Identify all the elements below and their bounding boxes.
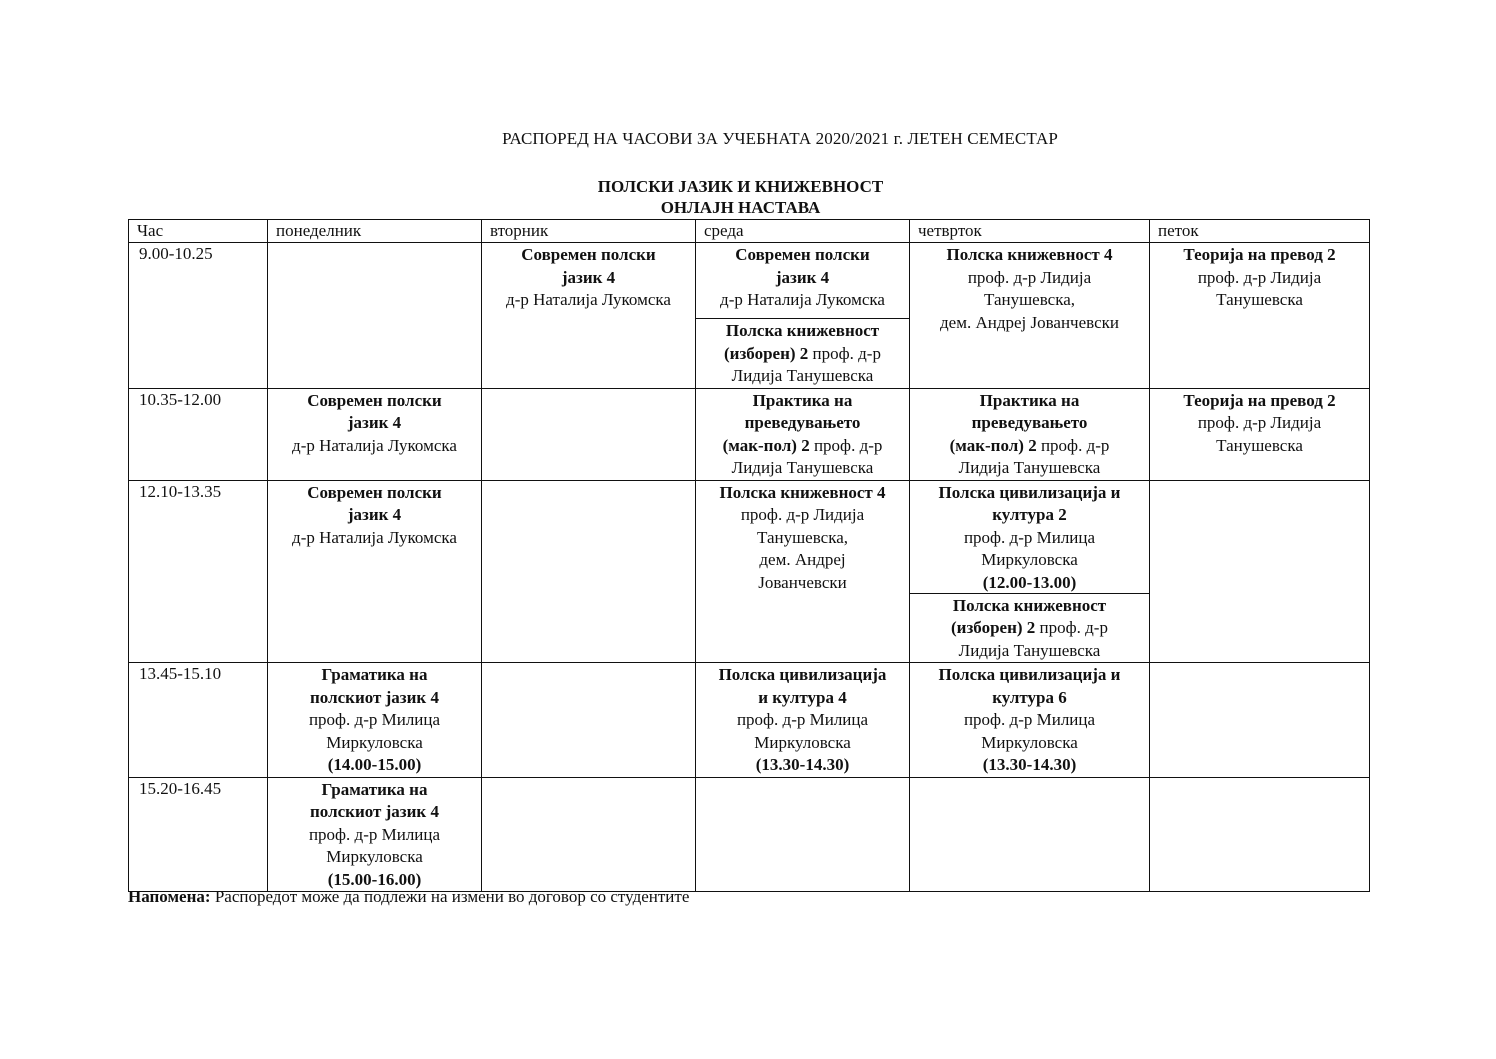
schedule-subcell (696, 243, 909, 319)
class-time: (13.30-14.30) (755, 755, 850, 774)
schedule-cell (1150, 243, 1370, 389)
lecturer: д-р Наталија Лукомска (506, 290, 671, 309)
course-name: полскиот јазик 4 (310, 802, 439, 821)
schedule-cell (1150, 388, 1370, 480)
course-name: Граматика на (321, 779, 428, 799)
footnote (128, 887, 689, 907)
time-slot: 15.20-16.45 (129, 777, 268, 892)
schedule-cell-empty (696, 777, 910, 892)
lecturer: Миркуловска (981, 732, 1078, 752)
lecturer: д-р Наталија Лукомска (292, 527, 457, 547)
lecturer: проф. д-р Милица (308, 710, 441, 729)
course-name: Полска цивилизација и (938, 665, 1121, 684)
table-row (129, 388, 1370, 480)
lecturer: проф. д-р (809, 435, 883, 455)
column-header-thursday: четврток (910, 220, 1150, 243)
schedule-cell (696, 480, 910, 663)
document-title: РАСПОРЕД НА ЧАСОВИ ЗА УЧЕБНАТА 2020/2021 г. ЛЕТЕН СЕМЕСТАР (502, 129, 1058, 148)
course-name: полскиот јазик 4 (310, 687, 439, 707)
course-name: (мак-пол) 2 (949, 435, 1037, 455)
lecturer: дем. Андреј (759, 550, 846, 569)
lecturer: Танушевска (1216, 435, 1303, 455)
schedule-subcell (696, 319, 909, 388)
table-row (129, 777, 1370, 892)
lecturer: д-р Наталија Лукомска (292, 435, 457, 455)
course-name: (изборен) 2 (951, 618, 1036, 637)
course-name: Полска книжевност 4 (946, 245, 1113, 264)
class-time: (15.00-16.00) (327, 869, 422, 889)
lecturer: проф. д-р (808, 343, 881, 363)
column-header-wednesday: среда (696, 220, 910, 243)
schedule-cell-split (696, 243, 910, 389)
lecturer: Лидија Танушевска (958, 640, 1101, 660)
schedule-cell (910, 388, 1150, 480)
lecturer: проф. д-р Лидија (1197, 413, 1322, 432)
schedule-cell (268, 777, 482, 892)
course-name: преведувањето (971, 413, 1088, 432)
table-row (129, 243, 1370, 389)
lecturer: Миркуловска (981, 550, 1078, 569)
class-time: (14.00-15.00) (327, 755, 422, 774)
document-subtitle (0, 176, 1481, 218)
course-name: Граматика на (321, 665, 428, 684)
schedule-cell (696, 663, 910, 778)
lecturer: проф. д-р Милица (736, 710, 869, 729)
lecturer: проф. д-р (1036, 435, 1110, 455)
course-name: (мак-пол) 2 (722, 435, 810, 455)
schedule-cell (268, 388, 482, 480)
course-name: Теорија на превод 2 (1183, 390, 1336, 410)
schedule-cell-split (910, 480, 1150, 663)
lecturer: Лидија Танушевска (731, 366, 874, 385)
course-name: и култура 4 (758, 687, 847, 707)
schedule-cell (268, 663, 482, 778)
lecturer: проф. д-р Милица (308, 824, 441, 844)
course-name: Полска книжевност (952, 595, 1107, 615)
schedule-cell (696, 388, 910, 480)
schedule-subcell (910, 481, 1149, 594)
column-header-tuesday: вторник (482, 220, 696, 243)
time-slot: 13.45-15.10 (129, 663, 268, 778)
footnote-text: Распоредот може да подлежи на измени во договор со студентите (210, 887, 690, 906)
lecturer: Јованчевски (758, 572, 847, 592)
course-name: Современ полски (307, 390, 442, 410)
course-name: култура 2 (992, 505, 1067, 524)
schedule-cell-empty (482, 388, 696, 480)
table-row (129, 480, 1370, 663)
column-header-hour: Час (129, 220, 268, 243)
lecturer: Миркуловска (326, 847, 423, 866)
schedule-cell-empty (482, 777, 696, 892)
course-name: Современ полски (735, 245, 870, 264)
time-slot: 10.35-12.00 (129, 388, 268, 480)
lecturer: дем. Андреј Јованчевски (940, 312, 1119, 332)
schedule-cell (268, 480, 482, 663)
schedule-subcell (910, 594, 1149, 663)
course-name: (изборен) 2 (724, 343, 809, 363)
schedule-table (128, 219, 1370, 892)
lecturer: Танушевска, (756, 527, 848, 547)
lecturer: проф. д-р Милица (963, 710, 1096, 729)
table-header-row (129, 220, 1370, 243)
schedule-cell (910, 243, 1150, 389)
course-name: култура 6 (992, 687, 1067, 707)
schedule-cell-empty (1150, 663, 1370, 778)
subtitle-line-1: ПОЛСКИ ЈАЗИК И КНИЖЕВНОСТ (597, 177, 884, 196)
course-name: јазик 4 (561, 267, 616, 287)
footnote-label: Напомена: (128, 887, 211, 906)
schedule-cell-empty (910, 777, 1150, 892)
lecturer: д-р Наталија Лукомска (720, 290, 885, 309)
time-slot: 9.00-10.25 (129, 243, 268, 389)
course-name: јазик 4 (347, 413, 402, 432)
lecturer: Лидија Танушевска (958, 458, 1101, 477)
course-name: јазик 4 (347, 505, 402, 524)
lecturer: проф. д-р Лидија (740, 505, 865, 524)
schedule-cell-empty (268, 243, 482, 389)
course-name: Полска цивилизација (718, 665, 887, 684)
schedule-cell-empty (1150, 777, 1370, 892)
lecturer: Миркуловска (754, 732, 851, 752)
table-row (129, 663, 1370, 778)
schedule-cell (910, 663, 1150, 778)
course-name: Полска книжевност (725, 321, 880, 340)
subtitle-line-2: ОНЛАЈН НАСТАВА (660, 198, 821, 217)
lecturer: проф. д-р Милица (963, 527, 1096, 547)
course-name: Современ полски (307, 482, 442, 502)
course-name: Практика на (752, 390, 853, 410)
course-name: јазик 4 (775, 267, 830, 287)
lecturer: Лидија Танушевска (731, 458, 874, 477)
course-name: Полска книжевност 4 (719, 482, 886, 502)
column-header-friday: петок (1150, 220, 1370, 243)
class-time: (12.00-13.00) (982, 572, 1077, 592)
lecturer: Танушевска, (983, 290, 1075, 309)
course-name: Полска цивилизација и (938, 482, 1121, 502)
lecturer: Танушевска (1216, 290, 1303, 309)
column-header-monday: понеделник (268, 220, 482, 243)
lecturer: Миркуловска (326, 732, 423, 752)
schedule-cell-empty (482, 480, 696, 663)
time-slot: 12.10-13.35 (129, 480, 268, 663)
lecturer: проф. д-р Лидија (1197, 267, 1322, 287)
lecturer: проф. д-р (1035, 618, 1108, 637)
course-name: Современ полски (521, 245, 656, 264)
course-name: Практика на (979, 390, 1080, 410)
course-name: Теорија на превод 2 (1183, 245, 1336, 264)
course-name: преведувањето (744, 413, 861, 432)
class-time: (13.30-14.30) (982, 755, 1077, 774)
schedule-cell-empty (482, 663, 696, 778)
lecturer: проф. д-р Лидија (967, 267, 1092, 287)
schedule-cell (482, 243, 696, 389)
schedule-cell-empty (1150, 480, 1370, 663)
